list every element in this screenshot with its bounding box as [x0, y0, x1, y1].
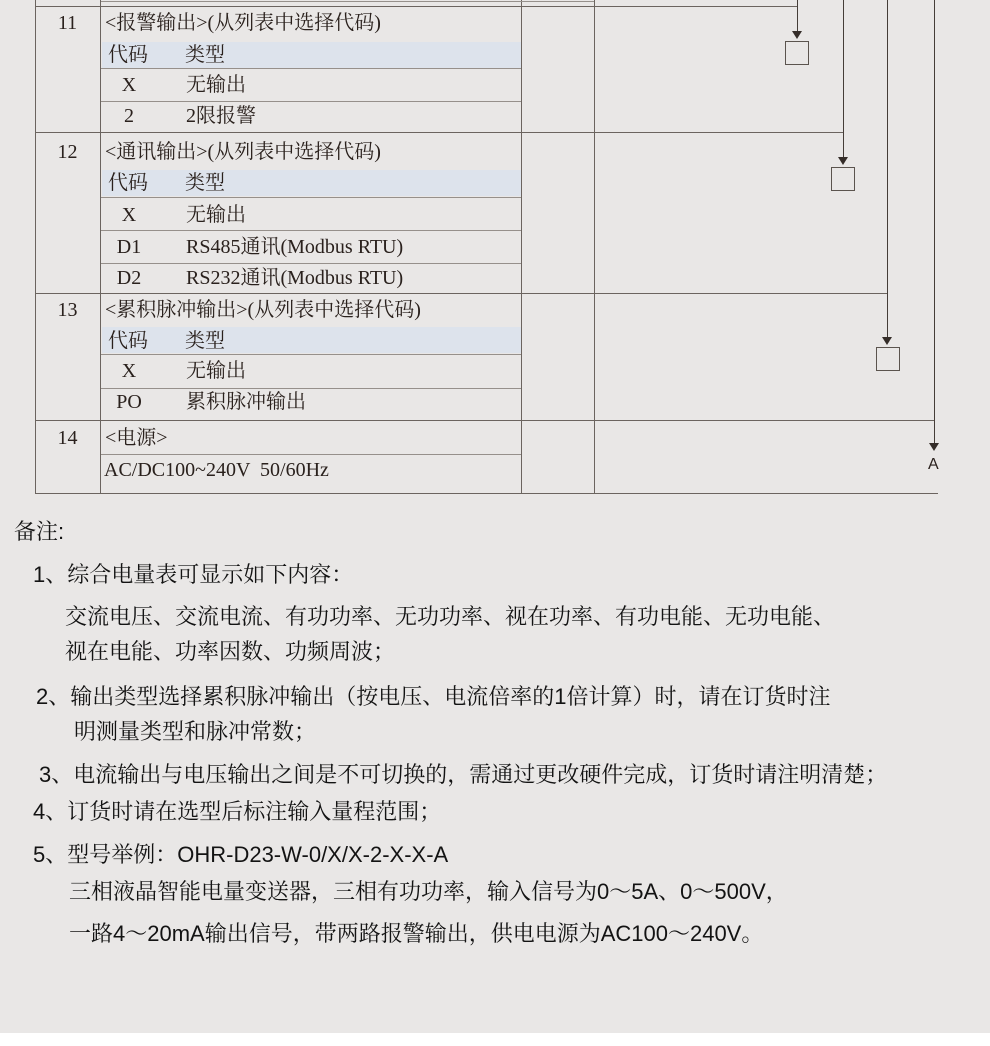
arrow-down-icon	[882, 337, 892, 345]
note-line: 三相液晶智能电量变送器，三相有功功率，输入信号为0～5A、0～500V，	[69, 879, 788, 904]
row12-opt1-type: RS485通讯(Modbus RTU)	[186, 236, 404, 258]
note-line: 交流电压、交流电流、有功功率、无功功率、视在功率、有功电能、无功电能、	[65, 604, 836, 629]
row12-header-type: 类型	[185, 172, 225, 194]
note-line: 1、综合电量表可显示如下内容：	[33, 562, 354, 587]
row-border-top	[35, 6, 797, 7]
sub-border-r12-header	[101, 197, 521, 198]
leader-line-3	[887, 0, 888, 339]
row14-number: 14	[57, 427, 78, 449]
row14-power-spec: AC/DC100~240V 50/60Hz	[104, 459, 329, 481]
header-band-row12	[102, 170, 521, 196]
sub-border-r14-title	[101, 454, 521, 455]
row11-title: <报警输出>(从列表中选择代码)	[105, 12, 381, 34]
row12-opt1-code: D1	[116, 236, 142, 258]
sub-border-r11-x	[101, 101, 521, 102]
row12-opt2-type: RS232通讯(Modbus RTU)	[186, 267, 404, 289]
arrow-down-icon	[792, 31, 802, 39]
row11-opt0-type: 无输出	[186, 74, 246, 96]
leader-line-4	[934, 0, 935, 445]
row13-opt1-code: PO	[116, 391, 142, 413]
leader-line-2	[843, 0, 844, 159]
row11-number: 11	[57, 12, 78, 34]
bottom-white-strip	[0, 1033, 990, 1046]
note-line: 3、电流输出与电压输出之间是不可切换的，需通过更改硬件完成，订货时请注明清楚；	[39, 762, 888, 787]
row14-title: <电源>	[105, 427, 168, 449]
note-line: 一路4～20mA输出信号，带两路报警输出，供电电源为AC100～240V。	[69, 921, 764, 946]
row13-opt1-type: 累积脉冲输出	[186, 391, 306, 413]
row13-header-code: 代码	[108, 330, 148, 352]
row-border-11-12	[35, 132, 843, 133]
row12-header-code: 代码	[108, 172, 148, 194]
row13-number: 13	[57, 299, 78, 321]
row13-title: <累积脉冲输出>(从列表中选择代码)	[105, 299, 421, 321]
sub-border-r13-header	[101, 354, 521, 355]
note-line: 4、订货时请在选型后标注输入量程范围；	[33, 799, 442, 824]
row11-opt1-code: 2	[124, 105, 134, 127]
note-line: 5、型号举例：OHR-D23-W-0/X/X-2-X-X-A	[33, 842, 449, 867]
arrow-down-icon	[929, 443, 939, 451]
notes-heading: 备注:	[14, 519, 65, 544]
note-line: 2、输出类型选择累积脉冲输出（按电压、电流倍率的1倍计算）时，请在订货时注	[36, 684, 831, 709]
row12-title: <通讯输出>(从列表中选择代码)	[105, 141, 381, 163]
code-box-pulse-output	[876, 347, 900, 371]
row12-opt0-type: 无输出	[186, 204, 246, 226]
row12-opt0-code: X	[121, 204, 137, 226]
row13-opt0-type: 无输出	[186, 360, 246, 382]
sub-border-r13-x	[101, 388, 521, 389]
leader-line-1	[797, 0, 798, 33]
sub-border-row10-bottom	[101, 1, 594, 2]
header-band-row13	[102, 327, 521, 353]
arrow-down-icon	[838, 157, 848, 165]
sub-border-r12-x	[101, 230, 521, 231]
header-band-row11	[102, 42, 521, 68]
row12-number: 12	[57, 141, 78, 163]
terminal-label-a: A	[928, 456, 939, 473]
row11-opt0-code: X	[121, 74, 137, 96]
row-border-13-14	[35, 420, 934, 421]
code-box-alarm-output	[785, 41, 809, 65]
note-line: 视在电能、功率因数、功频周波；	[65, 639, 396, 664]
row11-opt1-type: 2限报警	[186, 105, 256, 127]
code-box-comm-output	[831, 167, 855, 191]
row11-header-type: 类型	[185, 44, 225, 66]
row12-opt2-code: D2	[116, 267, 142, 289]
row13-opt0-code: X	[121, 360, 137, 382]
note-line: 明测量类型和脉冲常数；	[74, 719, 317, 744]
row-border-12-13	[35, 293, 887, 294]
sub-border-r11-header	[101, 68, 521, 69]
row13-header-type: 类型	[185, 330, 225, 352]
sub-border-r12-d1	[101, 263, 521, 264]
table-border-bottom	[35, 493, 938, 494]
row11-header-code: 代码	[108, 44, 148, 66]
